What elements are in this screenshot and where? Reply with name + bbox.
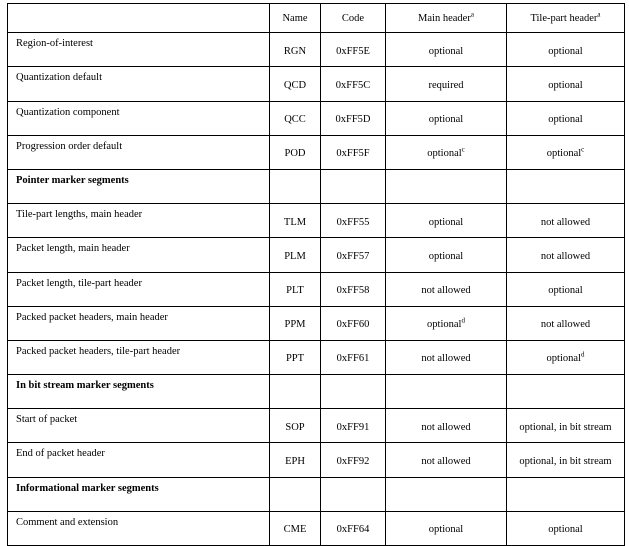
cell-main-value: optional [428, 45, 464, 57]
cell-tile-part-header [507, 135, 625, 169]
table-row [8, 306, 625, 340]
table-row [8, 33, 625, 67]
cell-main-header [386, 33, 507, 67]
table-row [8, 443, 625, 477]
cell-tile-value: not allowed [540, 319, 591, 331]
cell-name: EPH [270, 443, 321, 477]
cell-tile-part-header [507, 409, 625, 443]
empty-cell [321, 169, 386, 203]
cell-main-header [386, 409, 507, 443]
cell-main-value: optional [428, 524, 464, 536]
cell-main-header [386, 443, 507, 477]
empty-cell [507, 477, 625, 511]
cell-tile-value: optional [548, 79, 583, 91]
cell-description: Region-of-interest [8, 33, 270, 67]
section-heading: Informational marker segments [8, 477, 270, 511]
empty-cell [507, 169, 625, 203]
cell-main-header [386, 101, 507, 135]
cell-main-value: not allowed [421, 421, 471, 433]
cell-main-header [386, 340, 507, 374]
empty-cell [386, 375, 507, 409]
footnote-mark: c [461, 145, 465, 154]
header-tile-part: Tile-part header$^a$ [507, 4, 625, 33]
section-heading: In bit stream marker segments [8, 375, 270, 409]
cell-tile-part-header [507, 306, 625, 340]
empty-cell [270, 477, 321, 511]
cell-main-value: optional [428, 114, 464, 126]
section-row [8, 375, 625, 409]
cell-main-value: not allowed [421, 285, 471, 297]
table-row [8, 340, 625, 374]
cell-main-value: optional [428, 216, 464, 228]
cell-tile-value: not allowed [540, 250, 591, 262]
cell-name: POD [270, 135, 321, 169]
section-row [8, 477, 625, 511]
cell-main-header [386, 67, 507, 101]
cell-description: Packed packet headers, main header [8, 306, 270, 340]
cell-tile-value: optional [548, 45, 583, 57]
cell-tile-part-header [507, 33, 625, 67]
cell-main-header [386, 135, 507, 169]
footnote-mark: d [461, 316, 465, 325]
table-row [8, 272, 625, 306]
cell-code: 0xFF57 [321, 238, 386, 272]
cell-name: PLM [270, 238, 321, 272]
cell-code: 0xFF92 [321, 443, 386, 477]
cell-name: PPM [270, 306, 321, 340]
table-row [8, 238, 625, 272]
header-code: Code [321, 4, 386, 33]
empty-cell [270, 169, 321, 203]
cell-name: SOP [270, 409, 321, 443]
cell-description: Tile-part lengths, main header [8, 204, 270, 238]
empty-cell [386, 169, 507, 203]
cell-tile-value: optional, in bit stream [519, 421, 612, 433]
cell-tile-part-header [507, 238, 625, 272]
cell-tile-part-header [507, 340, 625, 374]
table-row [8, 67, 625, 101]
table-row [8, 409, 625, 443]
cell-code: 0xFF61 [321, 340, 386, 374]
cell-main-value: optional [427, 319, 462, 331]
marker-segments-table [7, 3, 625, 546]
cell-description: Packed packet headers, tile-part header [8, 340, 270, 374]
cell-tile-value: not allowed [540, 216, 591, 228]
cell-name: RGN [270, 33, 321, 67]
cell-name: QCD [270, 67, 321, 101]
footnote-mark: d [580, 350, 585, 359]
cell-description: Progression order default [8, 135, 270, 169]
cell-name: TLM [270, 204, 321, 238]
empty-cell [386, 477, 507, 511]
cell-main-header [386, 306, 507, 340]
table-row [8, 204, 625, 238]
table-row [8, 135, 625, 169]
empty-cell [321, 375, 386, 409]
cell-main-header [386, 204, 507, 238]
cell-code: 0xFF60 [321, 306, 386, 340]
footnote-mark: a [470, 10, 474, 19]
header-description [8, 4, 270, 33]
cell-name: PPT [270, 340, 321, 374]
footnote-mark: c [581, 145, 585, 154]
cell-tile-value: optional [546, 148, 582, 160]
cell-tile-part-header [507, 204, 625, 238]
cell-name: QCC [270, 101, 321, 135]
cell-description: Packet length, main header [8, 238, 270, 272]
cell-description: Quantization component [8, 101, 270, 135]
cell-tile-value: optional [548, 285, 583, 297]
cell-main-header [386, 272, 507, 306]
cell-description: Start of packet [8, 409, 270, 443]
footnote-mark: a [597, 10, 601, 19]
cell-main-value: optional [427, 148, 462, 160]
cell-code: 0xFF55 [321, 204, 386, 238]
section-row [8, 169, 625, 203]
table-header-row [8, 4, 625, 33]
table-body [8, 33, 625, 546]
empty-cell [270, 375, 321, 409]
cell-description: Comment and extension [8, 511, 270, 545]
cell-tile-value: optional [548, 114, 583, 126]
section-heading: Pointer marker segments [8, 169, 270, 203]
cell-main-value: not allowed [421, 353, 471, 365]
cell-code: 0xFF5E [321, 33, 386, 67]
cell-main-header [386, 238, 507, 272]
empty-cell [507, 375, 625, 409]
cell-code: 0xFF5D [321, 101, 386, 135]
cell-name: CME [270, 511, 321, 545]
table-row [8, 101, 625, 135]
empty-cell [321, 477, 386, 511]
cell-tile-value: optional [548, 524, 583, 536]
cell-code: 0xFF58 [321, 272, 386, 306]
cell-tile-part-header [507, 511, 625, 545]
cell-tile-part-header [507, 101, 625, 135]
table-row [8, 511, 625, 545]
cell-main-value: optional [428, 250, 464, 262]
cell-tile-part-header [507, 67, 625, 101]
cell-tile-part-header [507, 272, 625, 306]
cell-main-value: not allowed [421, 456, 471, 468]
cell-tile-value: optional, in bit stream [519, 456, 612, 468]
cell-code: 0xFF5F [321, 135, 386, 169]
cell-code: 0xFF64 [321, 511, 386, 545]
cell-tile-value: optional [546, 353, 581, 365]
cell-name: PLT [270, 272, 321, 306]
cell-code: 0xFF5C [321, 67, 386, 101]
cell-main-value: required [428, 79, 464, 91]
cell-description: Quantization default [8, 67, 270, 101]
cell-main-header [386, 511, 507, 545]
cell-description: Packet length, tile-part header [8, 272, 270, 306]
cell-tile-part-header [507, 443, 625, 477]
cell-code: 0xFF91 [321, 409, 386, 443]
cell-description: End of packet header [8, 443, 270, 477]
header-main: Main header$^a$ [386, 4, 507, 33]
header-name: Name [270, 4, 321, 33]
